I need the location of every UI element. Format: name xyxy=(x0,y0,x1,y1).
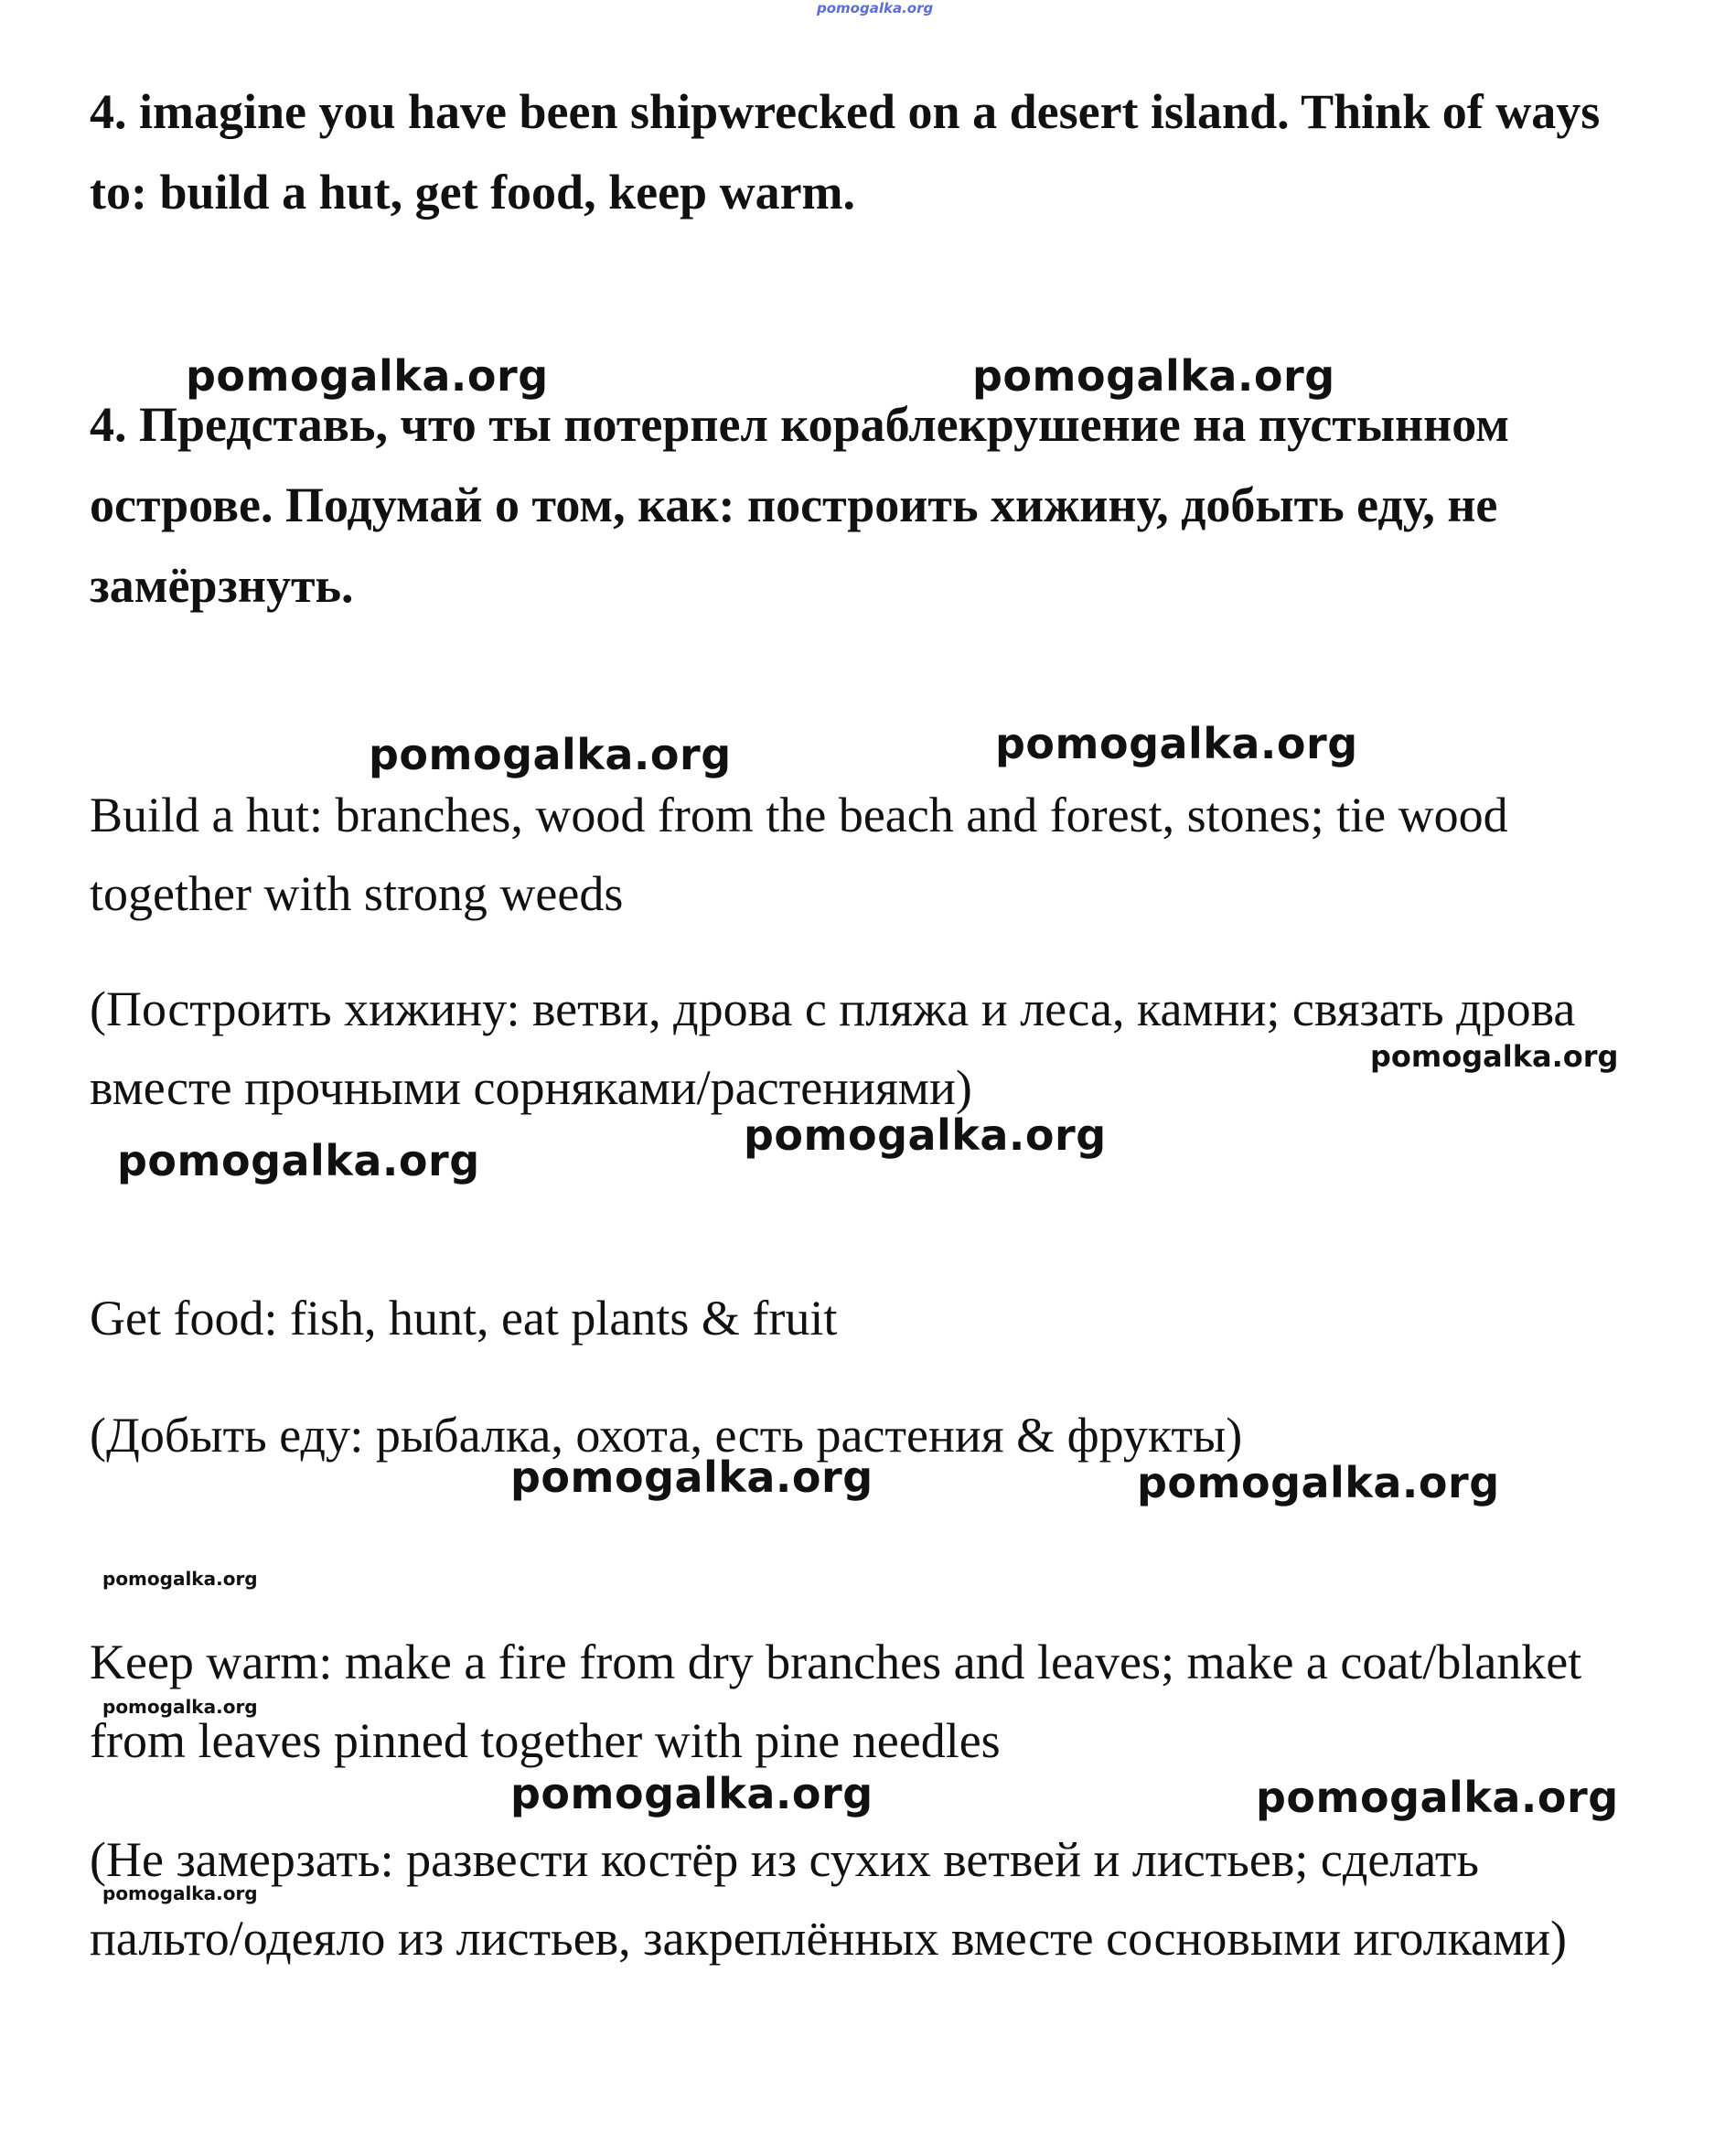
watermark: pomogalka.org xyxy=(102,1568,258,1590)
answer-hut-english: Build a hut: branches, wood from the beach and forest, stones; tie wood together with strong weeds xyxy=(90,788,1508,921)
answer-food-russian: (Добыть еду: рыбалка, охота, есть растения & фрукты) xyxy=(90,1408,1243,1463)
task-heading-english: 4. imagine you have been shipwrecked on a desert island. Think of ways to: build a hut, get food, keep warm. xyxy=(90,84,1601,220)
watermark: pomogalka.org xyxy=(972,351,1335,401)
watermark: pomogalka.org xyxy=(510,1769,873,1818)
answer-warm-english: Keep warm: make a fire from dry branches and leaves; make a coat/blanket from leaves pinned together with pine needles xyxy=(90,1635,1582,1768)
answer-warm-russian: (Не замерзать: развести костёр из сухих ветвей и листьев; сделать пальто/одеяло из листьев, закреплённых вместе сосновыми иголками) xyxy=(90,1832,1568,1966)
watermark: pomogalka.org xyxy=(995,719,1358,768)
answer-food-english: Get food: fish, hunt, eat plants & fruit xyxy=(90,1291,838,1346)
watermark: pomogalka.org xyxy=(744,1110,1107,1160)
watermark: pomogalka.org xyxy=(1256,1773,1619,1822)
task-heading-russian: 4. Представь, что ты потерпел кораблекрушение на пустынном острове. Подумай о том, как: построить хижину, добыть еду, не замёрзнуть. xyxy=(90,397,1509,613)
watermark: pomogalka.org xyxy=(186,351,549,401)
watermark: pomogalka.org xyxy=(1137,1458,1500,1507)
watermark-top: pomogalka.org xyxy=(817,0,934,16)
answer-hut-russian: (Построить хижину: ветви, дрова с пляжа и леса, камни; связать дрова вместе прочными сорняками/растениями) xyxy=(90,981,1576,1115)
watermark: pomogalka.org xyxy=(1370,1039,1619,1074)
watermark: pomogalka.org xyxy=(117,1136,480,1185)
watermark: pomogalka.org xyxy=(510,1453,873,1502)
watermark: pomogalka.org xyxy=(369,730,732,779)
watermark: pomogalka.org xyxy=(102,1882,258,1904)
watermark: pomogalka.org xyxy=(102,1696,258,1718)
